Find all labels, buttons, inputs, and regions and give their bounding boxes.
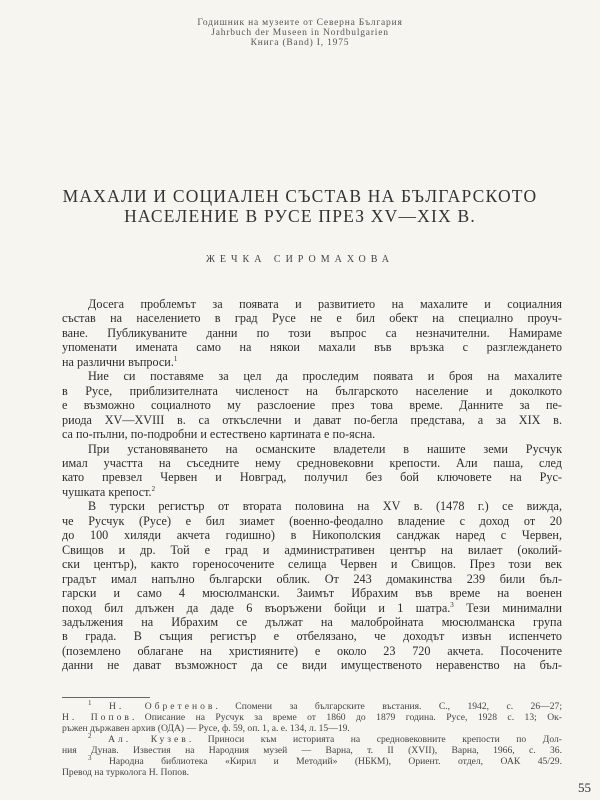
footnote-1-cont: ръжен държавен архив (ОДА) — Русе, ф. 59, оп. 1, а. е. 134, л. 15—19.: [62, 723, 350, 734]
text-line: на различни въпроси.$^1$: [62, 354, 178, 369]
running-head: [150, 18, 450, 48]
footnote-1: $^1$ Н. Обретенов. Спомени за българските въстания. С., 1942, с. 26—27;: [88, 698, 562, 712]
running-head-line-de: Jahrbuch der Museen in Nordbulgarien: [211, 28, 389, 38]
text-line: като превзел Червен и Новград, получил без бой ключовете на Рус-: [62, 470, 562, 485]
text-line: При установяването на османските владетели в нашите земи Русчук: [88, 441, 562, 456]
footnote-1-cont: Н. Попов. Описание на Русчук за време от 1860 до 1879 година. Русе, 1928 с. 13; Ок-: [62, 712, 562, 723]
text-line: в града. В същия регистър е отбелязано, че доходът извън испенчето: [62, 629, 562, 644]
text-line: състав на населението в град Русе не е бил обект на специално проуч-: [62, 311, 562, 326]
footnote-ref-2[interactable]: 2: [151, 484, 156, 493]
running-head-volume: Книга (Band) I, 1975: [250, 38, 350, 48]
text-line: гарски и само 4 мюсюлмански. Заимът Ибрахим във време на военен: [62, 586, 562, 601]
running-head-line-bg: Годишник на музеите от Северна България: [197, 18, 403, 28]
footnotes: [62, 698, 562, 778]
text-line: задължения на Ибрахим се дължат на малобройната мюсюлманска група: [62, 614, 562, 629]
text-line: в Русе, приблизителната численост на българското население и доколкото: [62, 383, 562, 398]
text-line: Ние си поставяме за цел да проследим появата и броя на махалите: [88, 369, 562, 384]
text-line: че Русчук (Русе) е бил зиамет (военно-феодално владение с доход от 20: [62, 513, 562, 528]
text-line: (поземлено облагане на християните) е около 23 720 акчета. Посочените: [62, 643, 562, 658]
text-line: градът имал напълно български облик. От 243 домакинства 239 били бъл-: [62, 571, 562, 586]
text-line: е възможно социалното му разслоение през това време. Данните за пе-: [62, 398, 562, 413]
article-title: [40, 186, 560, 226]
footnote-2-cont: ния Дунав. Известия на Народния музей — Варна, т. II (XVII), Варна, 1966, с. 36.: [62, 745, 562, 756]
footnote-3: $^3$ Народна библиотека «Кирил и Методий» (НБКМ), Ориент. отдел, ОАК 45/29.: [88, 753, 562, 767]
text-line: упоменати имената само на някои махали във връзка с разглеждането: [62, 340, 562, 355]
text-line: риода XV—XVIII в. са откъслечни и дават по-бегла представа, а за XIX в.: [62, 412, 562, 427]
text-line: чушката крепост.$^2$: [62, 484, 156, 499]
text-line: поход бил длъжен да даде 6 въоръжени бойци и 1 шатра.$^3$ Тези минимални: [62, 600, 563, 615]
body-text: [62, 297, 562, 673]
text-line: са по-пълни, по-подробни и естествено картината е по-ясна.: [62, 427, 376, 442]
text-line: ване. Публикуваните данни по този въпрос са незначителни. Намираме: [62, 325, 562, 340]
footnote-ref-3[interactable]: 3: [450, 600, 454, 609]
footnote-divider: [62, 697, 150, 698]
title-line-2: НАСЕЛЕНИЕ В РУСЕ ПРЕЗ XV—XIX В.: [124, 206, 476, 226]
text-line: имал участта на съседните нему средновековни крепости. Али паша, след: [62, 455, 562, 470]
text-line: Досега проблемът за появата и развитието на махалите и социалния: [88, 297, 562, 311]
author-name: ЖЕЧКА СИРОМАХОВА: [205, 254, 395, 265]
text-line: В турски регистър от втората половина на XV в. (1478 г.) се вижда,: [88, 499, 562, 514]
text-line: до 100 хиляди акчета годишно) в Никополския санджак наред с Червен,: [62, 528, 562, 543]
page-number: 55: [578, 780, 591, 795]
footnote-ref-1[interactable]: 1: [173, 354, 178, 363]
title-line-1: МАХАЛИ И СОЦИАЛЕН СЪСТАВ НА БЪЛГАРСКОТО: [62, 186, 538, 206]
text-line: данни не дават възможност да се види имущественото неравенство на бъл-: [62, 658, 562, 673]
text-line: Свищов и др. Той е град и административен център на вилает (околий-: [62, 542, 562, 557]
footnote-3-cont: Превод на турколога Н. Попов.: [62, 767, 190, 778]
footnote-2: $^2$ Ал. Кузев. Приноси към историята на средновековните крепости по Дол-: [88, 731, 562, 745]
text-line: ски център), както гореносочените селища Червен и Свищов. През този век: [62, 557, 562, 572]
